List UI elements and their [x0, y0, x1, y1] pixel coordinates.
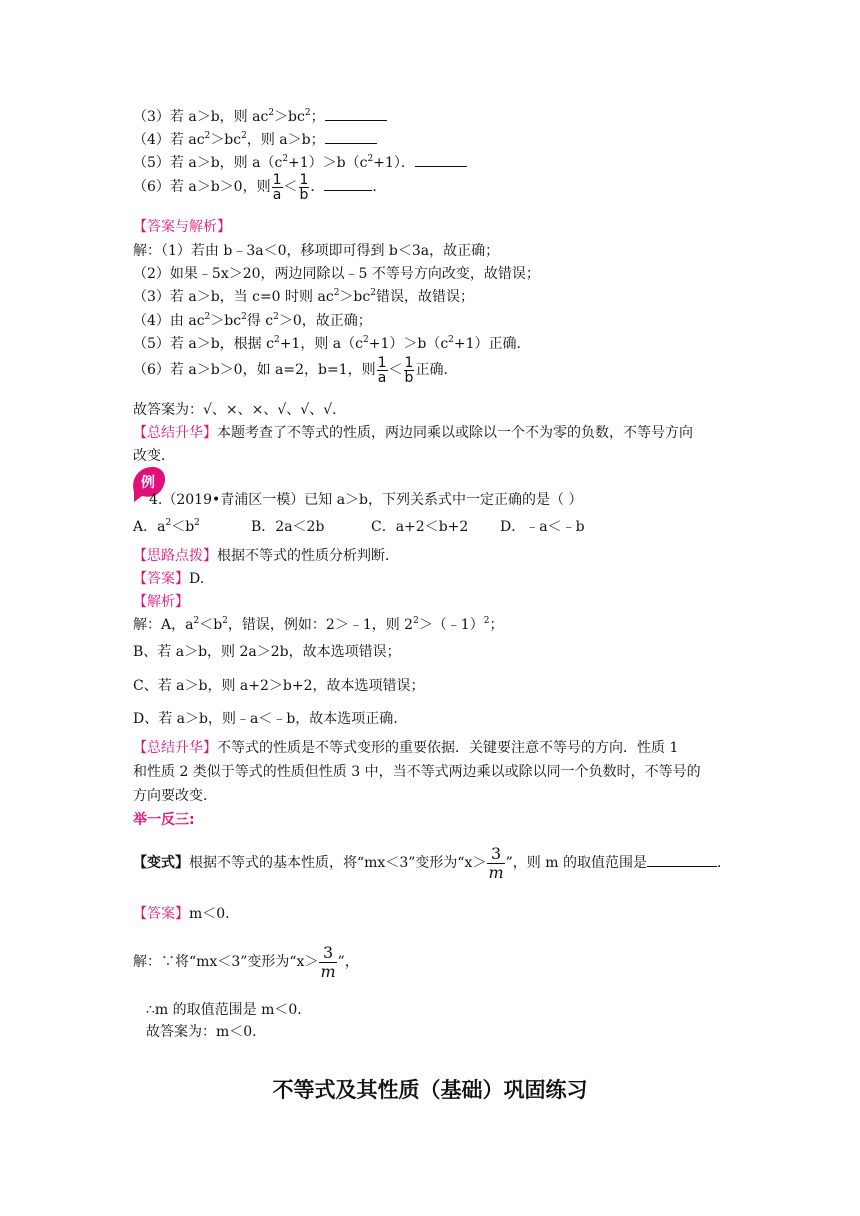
- solution-1: 解：（1）若由 b﹣3a＜0，移项即可得到 b＜3a，故正确；: [133, 243, 500, 259]
- variant-text-2: ”，则 m 的取值范围是: [505, 855, 647, 871]
- summary-tag: 【总结升华】: [133, 425, 217, 441]
- s5-text: （5）若 a＞b，根据 c: [133, 336, 274, 352]
- variant-tag: 【变式】: [133, 855, 189, 871]
- answer-blank[interactable]: [325, 129, 377, 144]
- fraction-1-over-b: $\frac{1}{b}$: [299, 171, 309, 203]
- s6-tail: 正确．: [415, 362, 458, 378]
- q4-mid: ＞bc: [210, 132, 242, 148]
- fraction-1-over-a: $\frac{1}{a}$: [377, 354, 387, 386]
- option-c[interactable]: C．a+2＜b+2: [371, 519, 469, 535]
- analysis-b: B、若 a＞b，则 2a＞2b，故本选项错误；: [133, 644, 401, 660]
- answer-tag: 【答案】: [133, 571, 189, 587]
- s5-tail: +1）正确．: [453, 336, 531, 352]
- q4-text: （4）若 ac: [133, 132, 205, 148]
- variant-question: [133, 843, 731, 883]
- practice-solution-2: ∴m 的取值范围是 m＜0．: [146, 1002, 312, 1018]
- practice-header: 举一反三:: [133, 812, 195, 828]
- fraction-1-over-a: $\frac{1}{a}$: [272, 171, 282, 203]
- hint: [133, 546, 399, 566]
- example-4-options: [133, 517, 613, 537]
- question-6: （6）若 a＞b＞0，则 $\frac{1}{a}$ ＜ $\frac{1}{b}$ ． .: [133, 171, 377, 203]
- fraction-3-over-m: $\frac{3}{m}$: [320, 942, 336, 981]
- q3-mid: ＞bc: [274, 109, 305, 125]
- analysis-a: 解：A，$a^2<b^2$，错误，例如：2＞﹣1，则 $2^2>(﹣1)^2$；: [133, 616, 504, 633]
- less-than: ＜: [283, 179, 298, 195]
- solution-6: [133, 355, 457, 385]
- s4-tail: ＞0，故正确；: [278, 313, 372, 329]
- s3-tail: 错误，故错误；: [375, 289, 474, 305]
- hint-tag: 【思路点拨】: [133, 548, 217, 564]
- answer-blank[interactable]: [415, 152, 467, 167]
- answer: [133, 569, 204, 589]
- summary-2: [133, 738, 678, 758]
- variant-text-1: 根据不等式的基本性质，将“mx＜3”变形为“x＞: [189, 855, 487, 871]
- option-a[interactable]: A．$a^2<b^2$: [133, 518, 200, 535]
- analysis-c: C、若 a＞b，则 a+2＞b+2，故本选项错误；: [133, 678, 425, 694]
- summary-1-cont: 改变．: [133, 448, 175, 464]
- sol-text-2: ”，: [337, 954, 359, 970]
- fraction-1-over-b: $\frac{1}{b}$: [404, 354, 414, 386]
- q6-tail: ．: [310, 179, 325, 195]
- fraction-3-over-m: $\frac{3}{m}$: [488, 843, 504, 882]
- s3-text: （3）若 a＞b，当 c=0 时则 ac: [133, 289, 334, 305]
- solution-3: （3）若 a＞b，当 c=0 时则 $ac^2>bc^2$错误，故错误；: [133, 288, 474, 305]
- solution-5: （5）若 a＞b，根据 $c^2+1$，则 $a(c^2+1)>b(c^2+1)$正确．: [133, 335, 531, 352]
- practice-solution-1: [133, 942, 359, 982]
- question-5: （5）若 a＞b，则 $a(c^2+1)>b(c^2+1)$．: [133, 152, 467, 173]
- less-than: ＜: [388, 362, 403, 378]
- s4-mid2: 得 c: [246, 313, 274, 329]
- answer-text: D.: [189, 571, 205, 587]
- solution-4: （4）由 $ac^2>bc^2$得 $c^2>0$，故正确；: [133, 312, 372, 329]
- q4-tail: ，则 a＞b；: [246, 132, 325, 148]
- answer-tag: 【答案】: [133, 906, 189, 922]
- answer-blank[interactable]: [324, 176, 372, 191]
- summary-text-1: 本题考查了不等式的性质，两边同乘以或除以一个不为零的负数，不等号方向: [217, 425, 693, 441]
- summary-tag: 【总结升华】: [133, 740, 217, 756]
- q6-text: （6）若 a＞b＞0，则: [133, 179, 271, 195]
- q5-text: （5）若 a＞b，则 a（c: [133, 155, 283, 171]
- sol-text-1: 解：∵将“mx＜3”变形为“x＞: [133, 954, 319, 970]
- solution-2: （2）如果﹣5x＞20，两边同除以﹣5 不等号方向改变，故错误；: [133, 266, 540, 282]
- answer-blank[interactable]: [647, 852, 717, 867]
- option-b[interactable]: B．2a＜2b: [251, 519, 325, 535]
- answer-blank[interactable]: [325, 106, 387, 121]
- section-title: 不等式及其性质（基础）巩固练习: [272, 1078, 588, 1102]
- answer-header: 【答案与解析】: [133, 219, 231, 235]
- s5-mid2: +1）＞b（c: [368, 336, 449, 352]
- q3-text: （3）若 a＞b，则 ac: [133, 109, 269, 125]
- variant-end: ．: [716, 855, 731, 871]
- summary-2-line2: 和性质 2 类似于等式的性质但性质 3 中，当不等式两边乘以或除以同一个负数时，不等号的: [133, 764, 701, 780]
- summary-text-1: 不等式的性质是不等式变形的重要依据．关键要注意不等号的方向．性质 1: [217, 740, 679, 756]
- practice-solution-3: 故答案为：m＜0．: [146, 1024, 267, 1040]
- s5-mid: +1，则 a（c: [279, 336, 363, 352]
- summary-2-line3: 方向要改变．: [133, 788, 217, 804]
- analysis-header: 【解析】: [133, 594, 189, 610]
- answer-text: m＜0.: [189, 906, 230, 922]
- option-d[interactable]: D．﹣a＜﹣b: [500, 519, 585, 535]
- practice-answer: [133, 904, 230, 924]
- final-answer: 故答案为：√、×、×、√、√、√．: [133, 402, 347, 418]
- q3-tail: ；: [310, 109, 325, 125]
- question-4: （4）若 $ac^2>bc^2$，则 a＞b；: [133, 129, 377, 150]
- question-3: （3）若 a＞b，则 $ac^2>bc^2$；: [133, 106, 387, 127]
- hint-text: 根据不等式的性质分析判断．: [217, 548, 399, 564]
- example-4-stem: 4.（2019•青浦区一模）已知 a＞b，下列关系式中一定正确的是（ ）: [149, 492, 583, 508]
- svg-text:例: 例: [141, 475, 155, 491]
- q5-tail: +1）．: [373, 155, 415, 171]
- s3-mid: ＞bc: [339, 289, 371, 305]
- s4-text: （4）由 ac: [133, 313, 205, 329]
- s4-mid: ＞bc: [210, 313, 242, 329]
- s6-text: （6）若 a＞b＞0，如 a=2，b=1，则: [133, 362, 376, 378]
- summary-1: [133, 423, 693, 443]
- analysis-d: D、若 a＞b，则﹣a＜﹣b，故本选项正确.: [133, 711, 398, 727]
- q5-mid: +1）＞b（c: [288, 155, 368, 171]
